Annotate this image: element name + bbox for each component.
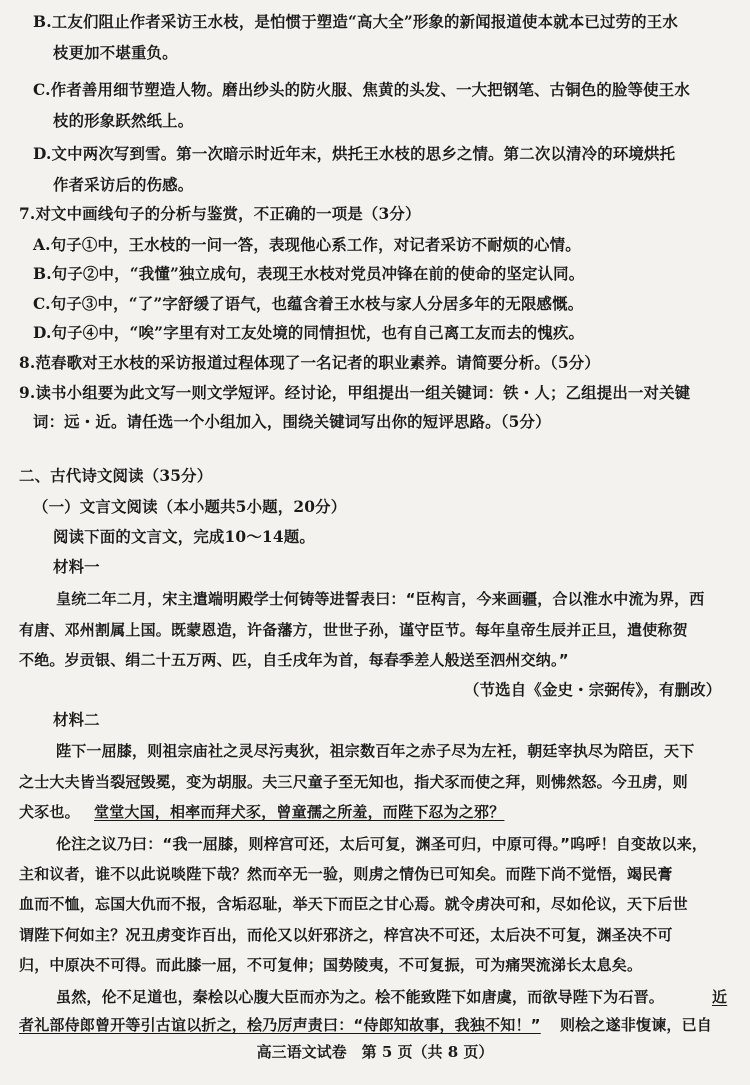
material-2-line-10b: 则桧之遂非愎谏，已自: [560, 1016, 713, 1034]
underlined-start: 近: [712, 988, 728, 1006]
material-2-line-7: 谓陛下何如主？况丑虏变诈百出，而伦又以奸邪济之，梓宫决不可还，太后决不可复，渊圣决不可: [19, 926, 673, 944]
option-d-line-2: 作者采访后的伤感。: [53, 176, 194, 194]
option-c-line-2: 枝的形象跃然纸上。: [53, 112, 194, 130]
material-1-line-2: 有唐、邓州割属上国。既蒙恩造，许备藩方，世世子孙，谨守臣节。每年皇帝生辰并正旦，遣使称贺: [19, 621, 688, 639]
question-9-line-2: 词：远・近。请任选一个小组加入，围绕关键词写出你的短评思路。（5分）: [33, 413, 551, 431]
underlined-sentence-2: 者礼部侍郎曾开等引古谊以折之，桧乃厉声责曰：“侍郎知故事，我独不知！”: [19, 1016, 541, 1034]
material-1-line-1: 皇统二年二月，宋主遣端明殿学士何铸等进誓表曰：“臣构言，今来画疆，合以淮水中流为界，西: [56, 590, 705, 608]
material-1-title: 材料一: [53, 558, 100, 576]
option-b-line-1: B.工友们阻止作者采访王水枝，是怕惯于塑造“高大全”形象的新闻报道使本就本已过劳的王水: [33, 13, 678, 31]
question-7: 7.对文中画线句子的分析与鉴赏，不正确的一项是（3分）: [19, 205, 421, 223]
question-9-line-1: 9.读书小组要为此文写一则文学短评。经讨论，甲组提出一组关键词：铁・人；乙组提出一对关键: [19, 384, 691, 402]
subsection-heading: （一）文言文阅读（本小题共5小题，20分）: [33, 498, 347, 516]
material-2-line-2: 之士大夫皆当裂冠毁冕，变为胡服。夫三尺童子至无知也，指犬豕而使之拜，则怫然怒。今丑虏，则: [19, 773, 688, 791]
question-8: 8.范春歌对王水枝的采访报道过程体现了一名记者的职业素养。请简要分析。（5分）: [19, 354, 600, 372]
option-d-line-1: D.文中两次写到雪。第一次暗示时近年末，烘托王水枝的思乡之情。第二次以清冷的环境烘托: [33, 145, 676, 163]
q7-option-a: A.句子①中，王水枝的一问一答，表现他心系工作，对记者采访不耐烦的心情。: [33, 236, 581, 254]
material-1-line-3: 不绝。岁贡银、绢二十五万两、匹，自壬戌年为首，每春季差人般送至泗州交纳。”: [19, 651, 569, 669]
material-2-line-8: 归，中原决不可得。而此膝一屈，不可复伸；国势陵夷，不可复振，可为痛哭流涕长太息矣。: [19, 956, 643, 974]
material-2-line-1: 陛下一屈膝，则祖宗庙社之灵尽污夷狄，祖宗数百年之赤子尽为左衽，朝廷宰执尽为陪臣，天下: [56, 742, 695, 760]
section-heading: 二、古代诗文阅读（35分）: [19, 467, 213, 485]
q7-option-b: B.句子②中，“我懂”独立成句，表现王水枝对党员冲锋在前的使命的坚定认同。: [33, 265, 585, 283]
page-footer: 高三语文试卷 第 5 页（共 8 页）: [256, 1043, 494, 1061]
option-b-line-2: 枝更加不堪重负。: [53, 44, 178, 62]
underlined-sentence: 堂堂大国，相率而拜犬豕，曾童孺之所羞，而陛下忍为之邪？: [94, 803, 505, 821]
material-2-line-9a: 虽然，伦不足道也，秦桧以心腹大臣而亦为之。桧不能致陛下如唐虞，而欲导陛下为石晋。: [56, 988, 665, 1006]
material-2-line-5: 主和议者，谁不以此说啖陛下哉？然而卒无一验，则虏之情伪已可知矣。而陛下尚不觉悟，竭民膏: [19, 865, 673, 883]
material-1-source: （节选自《金史・宗弼传》，有删改）: [464, 681, 722, 699]
material-2-line-4: 伦注之议乃曰：“我一屈膝，则梓宫可还，太后可复，渊圣可归，中原可得。”呜呼！自变故以来，: [56, 835, 708, 853]
material-2-line-6: 血而不恤，忘国大仇而不报，含垢忍耻，举天下而臣之甘心焉。就令虏决可和，尽如伦议，天下后世: [19, 895, 688, 913]
option-c-line-1: C.作者善用细节塑造人物。磨出纱头的防火服、焦黄的头发、一大把钢笔、古铜色的脸等使王水: [33, 81, 690, 99]
material-2-title: 材料二: [53, 711, 100, 729]
q7-option-d: D.句子④中，“唉”字里有对工友处境的同情担忧，也有自己离工友而去的愧疚。: [33, 324, 585, 342]
q7-option-c: C.句子③中，“了”字舒缓了语气，也蕴含着王水枝与家人分居多年的无限感慨。: [33, 295, 584, 313]
instruction: 阅读下面的文言文，完成10～14题。: [53, 528, 315, 546]
material-2-line-3a: 犬豕也。: [19, 803, 80, 821]
